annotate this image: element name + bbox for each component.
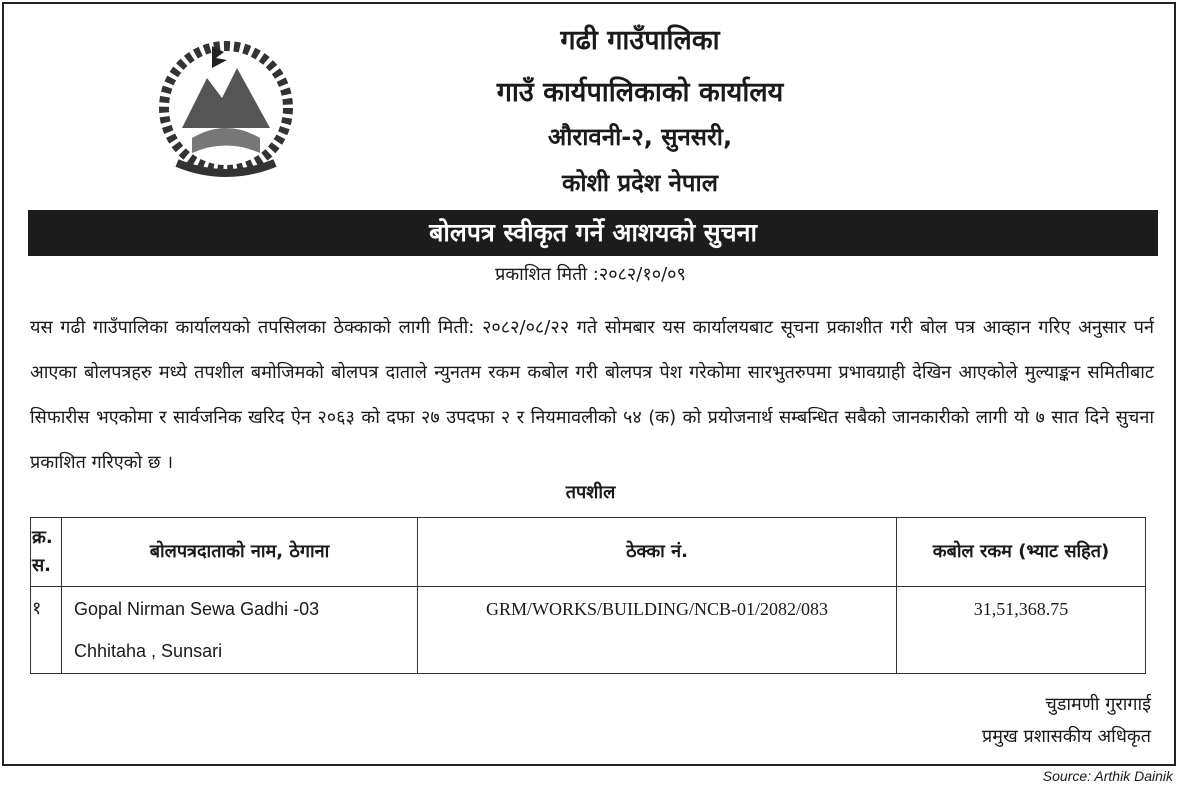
province-country: कोशी प्रदेश नेपाल bbox=[561, 169, 719, 197]
header-sn: क्र. स. bbox=[31, 518, 62, 587]
schedule-heading: तपशील bbox=[565, 482, 616, 503]
header-contract-no: ठेक्का नं. bbox=[418, 518, 897, 587]
bid-table bbox=[30, 517, 1146, 674]
table-header-row bbox=[31, 518, 1146, 587]
office-address: औरावनी-२, सुनसरी, bbox=[547, 123, 733, 151]
source-credit: Source: Arthik Dainik bbox=[1042, 768, 1173, 784]
published-date: प्रकाशित मिती :२०८२/१०/०९ bbox=[495, 264, 686, 285]
bidder-address: Chhitaha , Sunsari bbox=[74, 641, 223, 661]
cell-bidder bbox=[62, 587, 418, 674]
municipality-name: गढी गाउँपालिका bbox=[560, 25, 720, 56]
cell-sn: १ bbox=[31, 587, 62, 674]
office-name: गाउँ कार्यपालिकाको कार्यालय bbox=[496, 77, 784, 108]
nepal-emblem-icon bbox=[152, 38, 300, 178]
cell-amount: 31,51,368.75 bbox=[897, 587, 1146, 674]
header-amount: कबोल रकम (भ्याट सहित) bbox=[897, 518, 1146, 587]
signatory-title: प्रमुख प्रशासकीय अधिकृत bbox=[982, 726, 1151, 747]
table-row bbox=[31, 587, 1146, 674]
header-bidder: बोलपत्रदाताको नाम, ठेगाना bbox=[62, 518, 418, 587]
cell-contract-no: GRM/WORKS/BUILDING/NCB-01/2082/083 bbox=[418, 587, 897, 674]
notice-title: बोलपत्र स्वीकृत गर्ने आशयको सुचना bbox=[28, 210, 1158, 256]
signatory-name: चुडामणी गुरागाई bbox=[1045, 694, 1151, 715]
notice-body: यस गढी गाउँपालिका कार्यालयको तपसिलका ठेक्काको लागी मिती: २०८२/०८/२२ गते सोमबार यस कार्यालयबाट सूचना प्रकाशीत गरी बोल पत्र आव्हान गरिए अनुसार पर्न आएका बोलपत्रहरु मध्ये तपशील बमोजिमको बोलपत्र दाताले न्युनतम रकम कबोल गरी बोलपत्र पेश गरेकोमा सारभुतरुपमा प्रभावग्राही देखिन आएकोले मुल्याङ्कन समितीबाट सिफारीस भएकोमा र सार्वजनिक खरिद ऐन २०६३ को दफा २७ उपदफा २ र नियमावलीको ५४ (क) को प्रयोजनार्थ सम्बन्धित सबैको जानकारीको लागी यो ७ सात दिने सुचना प्रकाशित गरिएको छ । bbox=[30, 317, 1154, 473]
bidder-name: Gopal Nirman Sewa Gadhi -03 bbox=[74, 599, 320, 619]
